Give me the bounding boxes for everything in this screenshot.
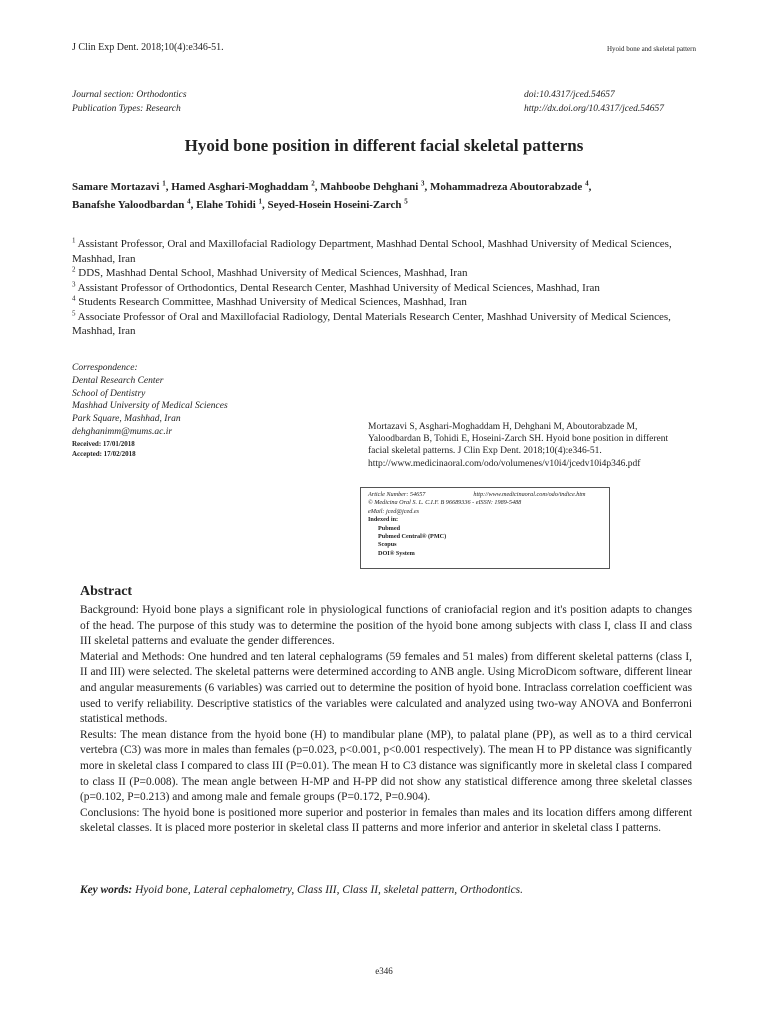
affiliation: $^2$ DDS, Mashhad Dental School, Mashhad University of Medical Sciences, Mashhad, Iran [72,265,468,279]
affiliation: $^4$ Students Research Committee, Mashhad University of Medical Sciences, Mashhad, Iran [72,294,467,308]
correspondence [72,362,228,439]
journal-header: J Clin Exp Dent. 2018;10(4):e346-51. [72,42,224,53]
dates [72,439,136,459]
affiliations [72,237,682,339]
journal-site-link[interactable]: http://www.medicinaoral.com/odo/indice.htm [473,491,586,498]
index-item: Pubmed Central® (PMC) [378,533,447,541]
doi-block [524,88,664,116]
correspondence-line: School of Dentistry [72,388,146,399]
received-date: Received: 17/01/2018 [72,440,135,448]
abstract-body [80,603,692,837]
doi: doi:10.4317/jced.54657 [524,90,615,100]
running-title: Hyoid bone and skeletal pattern [606,45,696,53]
article-info-box [360,487,610,569]
correspondence-line: Dental Research Center [72,375,164,386]
abstract-background: Background: Hyoid bone plays a significant role in physiological functions of craniofacial region and it's position adapts to changes of the head. The purpose of this study was to determine the position of the hyoid bone among subjects with class I, class II and class III skeletal patterns and evaluate the gender differences. [80,604,692,648]
affiliation: $^1$ Assistant Professor, Oral and Maxillofacial Radiology Department, Mashhad Dental School, Mashhad University of Medical Sciences, Mashhad, Iran [72,236,672,265]
journal-section: Journal section: Orthodontics [72,90,187,100]
index-item: Pubmed [378,524,401,532]
author: Samare Mortazavi $^1$, [72,179,172,193]
abstract-heading: Abstract [80,584,133,599]
article-number-line: Article Number: 54657 http://www.medicinaoral.com/odo/indice.htm [368,491,586,498]
keywords-label: Key words: [80,884,133,896]
affiliation: $^3$ Assistant Professor of Orthodontics, Dental Research Center, Mashhad University of Medical Sciences, Mashhad, Iran [72,279,600,294]
keywords [80,884,692,896]
correspondence-label: Correspondence: [72,363,138,373]
correspondence-line: Mashhad University of Medical Sciences [72,401,228,412]
journal-email: eMail: jced@jced.es [368,507,420,515]
author: Banafshe Yaloodbardan $^4$, [72,197,197,211]
indexed-label: Indexed in: [368,516,399,524]
author: Hamed Asghari-Moghaddam $^2$, [171,179,321,193]
doi-url[interactable]: http://dx.doi.org/10.4317/jced.54657 [524,104,665,114]
author: Mahboobe Dehghani $^3$, [320,179,431,193]
author: Seyed-Hosein Hoseini-Zarch $^5$ [267,197,408,211]
index-item: DOI® System [378,549,415,557]
journal-meta [72,88,187,116]
index-item: Scopus [378,541,397,549]
abstract-results: Results: The mean distance from the hyoid bone (H) to mandibular plane (MP), to palatal plane (PP), as well as to a third cervical vertebra (C3) was more in males than females (p=0.023, p<0.001, p<0.001 respectively). The mean H to PP distance was significantly more in skeletal class I compared to class III (P=0.01). The mean H to C3 distance was significantly more in skeletal class I compared to class II (P=0.008). The mean angle between H-MP and H-PP did not show any statistical difference among three skeletal classes (p=0.102, P=0.213) and among male and female groups (P=0.172, P=0.904). [80,728,692,804]
author: Mohammadreza Aboutorabzade $^4$, [430,179,592,193]
copyright: © Medicina Oral S. L. C.I.F. B 96689336 - eISSN: 1989-5488 [368,499,522,507]
correspondence-line: Park Square, Mashhad, Iran [72,414,181,425]
correspondence-email[interactable]: dehghanimm@mums.ac.ir [72,426,173,437]
article-title: Hyoid bone position in different facial skeletal patterns [184,136,584,155]
abstract-conclusions: Conclusions: The hyoid bone is positioned more superior and posterior in females than males and its location differs among different skeletal classes. It is placed more posterior in skeletal class II patterns and more inferior and anterior in skeletal class I patterns. [80,806,692,835]
abstract-methods: Material and Methods: One hundred and ten lateral cephalograms (59 females and 51 males) from different skeletal patterns (class I, II and III) were selected. The skeletal patterns were determined according to ANB angle. Using MicroDicom software, different linear and angular measurements (6 variables) was carried out to determine the position of hyoid bone. Intraclass correlation coefficient was used to verify reliability. Descriptive statistics of the variables were calculated and analyzed using two-way ANOVA and Bonferroni statistical methods. [80,650,692,726]
affiliation: $^5$ Associate Professor of Oral and Maxillofacial Radiology, Dental Materials Research Center, Mashhad University of Medical Sciences, Mashhad, Iran [72,308,671,337]
author: Elahe Tohidi $^1$, [196,197,268,211]
author-list [72,178,712,214]
keywords-text: Hyoid bone, Lateral cephalometry, Class III, Class II, skeletal pattern, Orthodontics. [135,884,523,896]
accepted-date: Accepted: 17/02/2018 [72,450,136,458]
page-number: e346 [375,966,393,976]
publication-type: Publication Types: Research [72,104,181,114]
citation: Mortazavi S, Asghari-Moghaddam H, Dehghani M, Aboutorabzade M, Yaloodbardan B, Tohidi E, Hoseini-Zarch SH. Hyoid bone position in different facial skeletal patterns. J Clin Exp Dent. 2018;10(4):e346-51. http://www.medicinaoral.com/odo/volumenes/v10i4/jcedv10i4p346.pdf [368,422,669,469]
